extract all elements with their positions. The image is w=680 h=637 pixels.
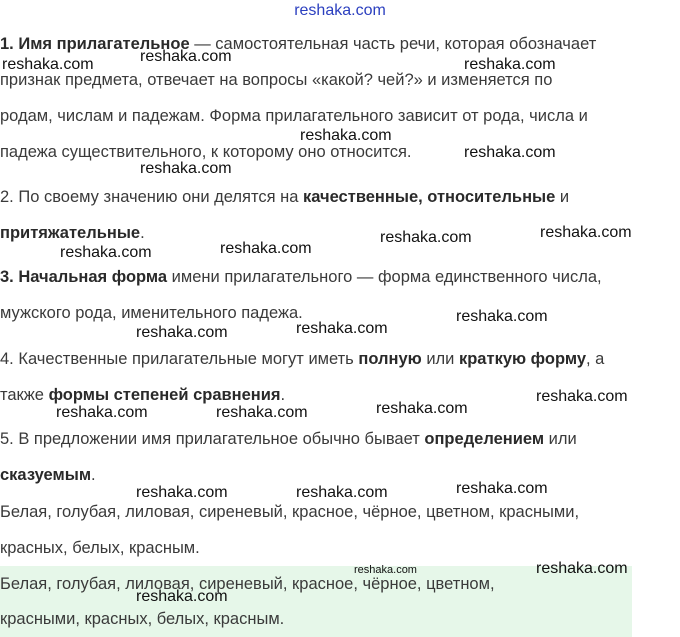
rule-1-line-4: падежа существительного, к которому оно относится. [0, 143, 412, 161]
watermark: reshaka.com [300, 127, 392, 144]
watermark: reshaka.com [140, 160, 232, 177]
rule-5-text: 5. В предложении имя прилагательное обычно бывает [0, 430, 425, 448]
rule-4-line-1 [0, 349, 604, 369]
watermark: reshaka.com [136, 484, 228, 501]
rule-2-text: 2. По своему значению они делятся на [0, 188, 303, 206]
answer-line-1: Белая, голубая, лиловая, сиреневый, красное, чёрное, цветном, [0, 575, 495, 593]
rule-1-heading: 1. Имя прилагательное [0, 35, 190, 53]
watermark: reshaka.com [136, 324, 228, 341]
rule-4-period: . [280, 386, 286, 404]
watermark: reshaka.com [456, 480, 548, 497]
watermark: reshaka.com [376, 400, 468, 417]
rule-4-also: также [0, 386, 49, 404]
rule-5-term-predicate: сказуемым [0, 466, 92, 484]
rule-3-text: имени прилагательного — форма единственного числа, [167, 268, 602, 286]
rule-5-line-1 [0, 429, 577, 449]
rule-1-line-2: признак предмета, отвечает на вопросы «какой? чей?» и изменяется по [0, 71, 553, 89]
rule-2-period: . [140, 224, 145, 242]
rule-1-line-1 [0, 34, 596, 54]
watermark: reshaka.com [464, 56, 556, 73]
rule-4-tail: , а [586, 350, 605, 368]
rule-3-line-1 [0, 267, 602, 287]
rule-4-term-short-form: краткую форму [458, 350, 586, 368]
rule-4-text: 4. Качественные прилагательные могут иметь [0, 350, 359, 368]
rule-4-line-2 [0, 385, 285, 405]
rule-5-period: . [91, 466, 96, 484]
watermark: reshaka.com [296, 484, 388, 501]
rule-5-or: или [544, 430, 577, 448]
watermark: reshaka.com [540, 224, 632, 241]
watermark: reshaka.com [56, 404, 148, 421]
rule-4-term-comparison-degrees: формы степеней сравнения [48, 386, 281, 404]
exercise-line-1: Белая, голубая, лиловая, сиреневый, красное, чёрное, цветном, красными, [0, 503, 580, 521]
watermark: reshaka.com [216, 404, 308, 421]
watermark: reshaka.com [140, 48, 232, 65]
watermark: reshaka.com [354, 564, 417, 576]
rule-1-line-3: родам, числам и падежам. Форма прилагательного зависит от рода, числа и [0, 107, 588, 125]
watermark: reshaka.com [220, 240, 312, 257]
rule-5-term-attribute: определением [424, 430, 545, 448]
rule-2-term-qualitative-relative: качественные, относительные [303, 188, 556, 206]
watermark: reshaka.com [536, 560, 628, 577]
rule-2-term-possessive: притяжательные [0, 224, 141, 242]
watermark: reshaka.com [380, 229, 472, 246]
rule-4-term-full: полную [358, 350, 422, 368]
rule-2-line-1 [0, 187, 569, 207]
rule-1-definition-start: — самостоятельная часть речи, которая обозначает [189, 35, 597, 53]
watermark: reshaka.com [2, 56, 94, 73]
rule-2-line-2 [0, 223, 145, 243]
rule-3-term-initial-form: 3. Начальная форма [0, 268, 168, 286]
watermark: reshaka.com [296, 320, 388, 337]
watermark: reshaka.com [456, 308, 548, 325]
site-watermark-header[interactable]: reshaka.com [294, 2, 386, 19]
watermark: reshaka.com [536, 388, 628, 405]
exercise-line-2: красных, белых, красным. [0, 539, 200, 557]
watermark: reshaka.com [464, 144, 556, 161]
rule-5-line-2 [0, 465, 96, 485]
rule-2-conjunction: и [555, 188, 570, 206]
watermark: reshaka.com [136, 588, 228, 605]
watermark: reshaka.com [60, 244, 152, 261]
rule-3-line-2: мужского рода, именительного падежа. [0, 304, 303, 322]
answer-line-2: красными, красных, белых, красным. [0, 610, 285, 628]
rule-4-or: или [421, 350, 459, 368]
